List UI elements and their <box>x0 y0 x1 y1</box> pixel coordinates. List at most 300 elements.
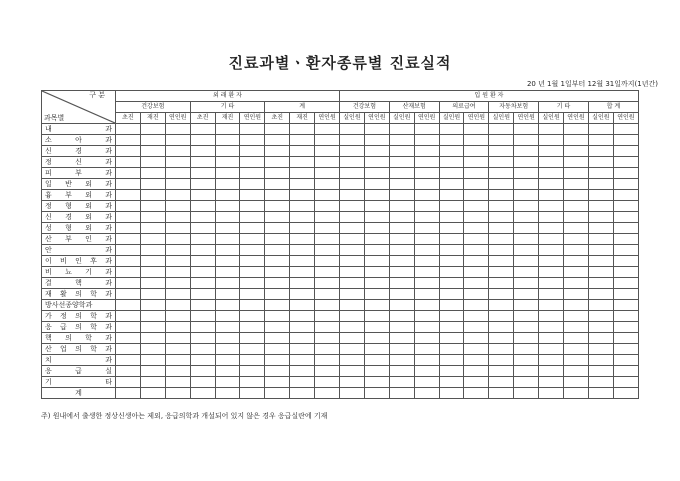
data-cell[interactable] <box>140 157 165 168</box>
data-cell[interactable] <box>439 201 464 212</box>
data-cell[interactable] <box>140 212 165 223</box>
data-cell[interactable] <box>613 146 638 157</box>
data-cell[interactable] <box>315 377 340 388</box>
data-cell[interactable] <box>290 234 315 245</box>
data-cell[interactable] <box>165 179 190 190</box>
data-cell[interactable] <box>190 168 215 179</box>
data-cell[interactable] <box>290 190 315 201</box>
data-cell[interactable] <box>340 223 365 234</box>
data-cell[interactable] <box>340 344 365 355</box>
data-cell[interactable] <box>389 146 414 157</box>
data-cell[interactable] <box>340 124 365 135</box>
data-cell[interactable] <box>240 124 265 135</box>
data-cell[interactable] <box>364 157 389 168</box>
data-cell[interactable] <box>489 146 514 157</box>
data-cell[interactable] <box>290 256 315 267</box>
data-cell[interactable] <box>190 256 215 267</box>
data-cell[interactable] <box>439 124 464 135</box>
data-cell[interactable] <box>364 190 389 201</box>
data-cell[interactable] <box>539 168 564 179</box>
data-cell[interactable] <box>265 289 290 300</box>
data-cell[interactable] <box>190 333 215 344</box>
data-cell[interactable] <box>340 267 365 278</box>
data-cell[interactable] <box>564 190 589 201</box>
data-cell[interactable] <box>464 377 489 388</box>
data-cell[interactable] <box>116 201 141 212</box>
data-cell[interactable] <box>364 333 389 344</box>
data-cell[interactable] <box>564 135 589 146</box>
data-cell[interactable] <box>290 355 315 366</box>
data-cell[interactable] <box>290 135 315 146</box>
data-cell[interactable] <box>414 311 439 322</box>
data-cell[interactable] <box>165 267 190 278</box>
data-cell[interactable] <box>364 289 389 300</box>
data-cell[interactable] <box>140 278 165 289</box>
data-cell[interactable] <box>389 168 414 179</box>
data-cell[interactable] <box>564 311 589 322</box>
data-cell[interactable] <box>116 322 141 333</box>
data-cell[interactable] <box>165 135 190 146</box>
data-cell[interactable] <box>514 124 539 135</box>
data-cell[interactable] <box>340 135 365 146</box>
data-cell[interactable] <box>290 168 315 179</box>
data-cell[interactable] <box>489 256 514 267</box>
data-cell[interactable] <box>389 201 414 212</box>
data-cell[interactable] <box>489 278 514 289</box>
data-cell[interactable] <box>389 267 414 278</box>
data-cell[interactable] <box>539 212 564 223</box>
data-cell[interactable] <box>215 278 240 289</box>
data-cell[interactable] <box>414 344 439 355</box>
data-cell[interactable] <box>539 355 564 366</box>
data-cell[interactable] <box>588 146 613 157</box>
data-cell[interactable] <box>240 388 265 399</box>
data-cell[interactable] <box>464 344 489 355</box>
data-cell[interactable] <box>613 135 638 146</box>
data-cell[interactable] <box>613 322 638 333</box>
data-cell[interactable] <box>539 267 564 278</box>
data-cell[interactable] <box>439 245 464 256</box>
data-cell[interactable] <box>240 245 265 256</box>
data-cell[interactable] <box>215 333 240 344</box>
data-cell[interactable] <box>414 388 439 399</box>
data-cell[interactable] <box>489 201 514 212</box>
data-cell[interactable] <box>364 344 389 355</box>
data-cell[interactable] <box>613 289 638 300</box>
data-cell[interactable] <box>364 201 389 212</box>
data-cell[interactable] <box>414 201 439 212</box>
data-cell[interactable] <box>539 190 564 201</box>
data-cell[interactable] <box>140 344 165 355</box>
data-cell[interactable] <box>414 377 439 388</box>
data-cell[interactable] <box>489 322 514 333</box>
data-cell[interactable] <box>140 300 165 311</box>
data-cell[interactable] <box>265 168 290 179</box>
data-cell[interactable] <box>514 322 539 333</box>
data-cell[interactable] <box>315 289 340 300</box>
data-cell[interactable] <box>290 278 315 289</box>
data-cell[interactable] <box>464 355 489 366</box>
data-cell[interactable] <box>340 333 365 344</box>
data-cell[interactable] <box>539 377 564 388</box>
data-cell[interactable] <box>514 311 539 322</box>
data-cell[interactable] <box>215 344 240 355</box>
data-cell[interactable] <box>389 223 414 234</box>
data-cell[interactable] <box>564 377 589 388</box>
data-cell[interactable] <box>140 223 165 234</box>
data-cell[interactable] <box>414 190 439 201</box>
data-cell[interactable] <box>290 146 315 157</box>
data-cell[interactable] <box>290 267 315 278</box>
data-cell[interactable] <box>364 124 389 135</box>
data-cell[interactable] <box>215 289 240 300</box>
data-cell[interactable] <box>116 223 141 234</box>
data-cell[interactable] <box>564 289 589 300</box>
data-cell[interactable] <box>364 135 389 146</box>
data-cell[interactable] <box>514 256 539 267</box>
data-cell[interactable] <box>140 377 165 388</box>
data-cell[interactable] <box>514 146 539 157</box>
data-cell[interactable] <box>414 300 439 311</box>
data-cell[interactable] <box>340 146 365 157</box>
data-cell[interactable] <box>389 333 414 344</box>
data-cell[interactable] <box>489 344 514 355</box>
data-cell[interactable] <box>414 267 439 278</box>
data-cell[interactable] <box>240 256 265 267</box>
data-cell[interactable] <box>489 333 514 344</box>
data-cell[interactable] <box>315 234 340 245</box>
data-cell[interactable] <box>514 278 539 289</box>
data-cell[interactable] <box>439 355 464 366</box>
data-cell[interactable] <box>240 212 265 223</box>
data-cell[interactable] <box>116 355 141 366</box>
data-cell[interactable] <box>364 388 389 399</box>
data-cell[interactable] <box>464 256 489 267</box>
data-cell[interactable] <box>514 366 539 377</box>
data-cell[interactable] <box>588 366 613 377</box>
data-cell[interactable] <box>140 234 165 245</box>
data-cell[interactable] <box>265 333 290 344</box>
data-cell[interactable] <box>140 168 165 179</box>
data-cell[interactable] <box>315 212 340 223</box>
data-cell[interactable] <box>414 179 439 190</box>
data-cell[interactable] <box>389 245 414 256</box>
data-cell[interactable] <box>315 322 340 333</box>
data-cell[interactable] <box>564 201 589 212</box>
data-cell[interactable] <box>265 366 290 377</box>
data-cell[interactable] <box>439 234 464 245</box>
data-cell[interactable] <box>116 245 141 256</box>
data-cell[interactable] <box>414 333 439 344</box>
data-cell[interactable] <box>340 278 365 289</box>
data-cell[interactable] <box>190 212 215 223</box>
data-cell[interactable] <box>215 124 240 135</box>
data-cell[interactable] <box>240 289 265 300</box>
data-cell[interactable] <box>116 190 141 201</box>
data-cell[interactable] <box>464 179 489 190</box>
data-cell[interactable] <box>116 289 141 300</box>
data-cell[interactable] <box>414 322 439 333</box>
data-cell[interactable] <box>464 388 489 399</box>
data-cell[interactable] <box>389 388 414 399</box>
data-cell[interactable] <box>165 300 190 311</box>
data-cell[interactable] <box>340 168 365 179</box>
data-cell[interactable] <box>240 190 265 201</box>
data-cell[interactable] <box>315 201 340 212</box>
data-cell[interactable] <box>613 124 638 135</box>
data-cell[interactable] <box>165 366 190 377</box>
data-cell[interactable] <box>464 333 489 344</box>
data-cell[interactable] <box>190 289 215 300</box>
data-cell[interactable] <box>613 366 638 377</box>
data-cell[interactable] <box>464 190 489 201</box>
data-cell[interactable] <box>190 135 215 146</box>
data-cell[interactable] <box>265 124 290 135</box>
data-cell[interactable] <box>315 388 340 399</box>
data-cell[interactable] <box>215 311 240 322</box>
data-cell[interactable] <box>116 311 141 322</box>
data-cell[interactable] <box>165 146 190 157</box>
data-cell[interactable] <box>265 201 290 212</box>
data-cell[interactable] <box>116 256 141 267</box>
data-cell[interactable] <box>613 333 638 344</box>
data-cell[interactable] <box>439 366 464 377</box>
data-cell[interactable] <box>414 212 439 223</box>
data-cell[interactable] <box>514 135 539 146</box>
data-cell[interactable] <box>290 366 315 377</box>
data-cell[interactable] <box>613 267 638 278</box>
data-cell[interactable] <box>315 168 340 179</box>
data-cell[interactable] <box>464 278 489 289</box>
data-cell[interactable] <box>140 388 165 399</box>
data-cell[interactable] <box>240 311 265 322</box>
data-cell[interactable] <box>539 311 564 322</box>
data-cell[interactable] <box>489 223 514 234</box>
data-cell[interactable] <box>613 278 638 289</box>
data-cell[interactable] <box>389 355 414 366</box>
data-cell[interactable] <box>439 333 464 344</box>
data-cell[interactable] <box>190 267 215 278</box>
data-cell[interactable] <box>564 256 589 267</box>
data-cell[interactable] <box>564 146 589 157</box>
data-cell[interactable] <box>414 135 439 146</box>
data-cell[interactable] <box>364 179 389 190</box>
data-cell[interactable] <box>340 234 365 245</box>
data-cell[interactable] <box>215 223 240 234</box>
data-cell[interactable] <box>514 388 539 399</box>
data-cell[interactable] <box>116 278 141 289</box>
data-cell[interactable] <box>240 322 265 333</box>
data-cell[interactable] <box>564 278 589 289</box>
data-cell[interactable] <box>414 289 439 300</box>
data-cell[interactable] <box>290 300 315 311</box>
data-cell[interactable] <box>613 355 638 366</box>
data-cell[interactable] <box>240 201 265 212</box>
data-cell[interactable] <box>588 234 613 245</box>
data-cell[interactable] <box>514 201 539 212</box>
data-cell[interactable] <box>588 289 613 300</box>
data-cell[interactable] <box>240 168 265 179</box>
data-cell[interactable] <box>514 289 539 300</box>
data-cell[interactable] <box>489 300 514 311</box>
data-cell[interactable] <box>240 135 265 146</box>
data-cell[interactable] <box>190 300 215 311</box>
data-cell[interactable] <box>564 179 589 190</box>
data-cell[interactable] <box>265 212 290 223</box>
data-cell[interactable] <box>464 322 489 333</box>
data-cell[interactable] <box>290 124 315 135</box>
data-cell[interactable] <box>588 333 613 344</box>
data-cell[interactable] <box>215 135 240 146</box>
data-cell[interactable] <box>489 355 514 366</box>
data-cell[interactable] <box>414 157 439 168</box>
data-cell[interactable] <box>539 234 564 245</box>
data-cell[interactable] <box>588 157 613 168</box>
data-cell[interactable] <box>489 267 514 278</box>
data-cell[interactable] <box>439 311 464 322</box>
data-cell[interactable] <box>414 234 439 245</box>
data-cell[interactable] <box>564 366 589 377</box>
data-cell[interactable] <box>539 388 564 399</box>
data-cell[interactable] <box>315 366 340 377</box>
data-cell[interactable] <box>340 212 365 223</box>
data-cell[interactable] <box>315 333 340 344</box>
data-cell[interactable] <box>290 157 315 168</box>
data-cell[interactable] <box>340 289 365 300</box>
data-cell[interactable] <box>315 124 340 135</box>
data-cell[interactable] <box>315 157 340 168</box>
data-cell[interactable] <box>116 146 141 157</box>
data-cell[interactable] <box>116 234 141 245</box>
data-cell[interactable] <box>564 234 589 245</box>
data-cell[interactable] <box>439 289 464 300</box>
data-cell[interactable] <box>489 179 514 190</box>
data-cell[interactable] <box>116 135 141 146</box>
data-cell[interactable] <box>414 245 439 256</box>
data-cell[interactable] <box>364 377 389 388</box>
data-cell[interactable] <box>464 234 489 245</box>
data-cell[interactable] <box>340 366 365 377</box>
data-cell[interactable] <box>464 212 489 223</box>
data-cell[interactable] <box>215 245 240 256</box>
data-cell[interactable] <box>564 344 589 355</box>
data-cell[interactable] <box>389 311 414 322</box>
data-cell[interactable] <box>489 124 514 135</box>
data-cell[interactable] <box>190 179 215 190</box>
data-cell[interactable] <box>514 157 539 168</box>
data-cell[interactable] <box>116 179 141 190</box>
data-cell[interactable] <box>290 388 315 399</box>
data-cell[interactable] <box>464 146 489 157</box>
data-cell[interactable] <box>489 190 514 201</box>
data-cell[interactable] <box>165 190 190 201</box>
data-cell[interactable] <box>140 201 165 212</box>
data-cell[interactable] <box>240 157 265 168</box>
data-cell[interactable] <box>588 300 613 311</box>
data-cell[interactable] <box>613 245 638 256</box>
data-cell[interactable] <box>190 190 215 201</box>
data-cell[interactable] <box>439 344 464 355</box>
data-cell[interactable] <box>116 168 141 179</box>
data-cell[interactable] <box>215 322 240 333</box>
data-cell[interactable] <box>340 179 365 190</box>
data-cell[interactable] <box>240 300 265 311</box>
data-cell[interactable] <box>116 333 141 344</box>
data-cell[interactable] <box>414 124 439 135</box>
data-cell[interactable] <box>165 278 190 289</box>
data-cell[interactable] <box>165 223 190 234</box>
data-cell[interactable] <box>364 223 389 234</box>
data-cell[interactable] <box>190 344 215 355</box>
data-cell[interactable] <box>588 135 613 146</box>
data-cell[interactable] <box>140 124 165 135</box>
data-cell[interactable] <box>340 256 365 267</box>
data-cell[interactable] <box>414 168 439 179</box>
data-cell[interactable] <box>464 300 489 311</box>
data-cell[interactable] <box>439 146 464 157</box>
data-cell[interactable] <box>514 300 539 311</box>
data-cell[interactable] <box>539 344 564 355</box>
data-cell[interactable] <box>265 311 290 322</box>
data-cell[interactable] <box>215 157 240 168</box>
data-cell[interactable] <box>165 245 190 256</box>
data-cell[interactable] <box>464 201 489 212</box>
data-cell[interactable] <box>290 212 315 223</box>
data-cell[interactable] <box>140 289 165 300</box>
data-cell[interactable] <box>240 179 265 190</box>
data-cell[interactable] <box>414 278 439 289</box>
data-cell[interactable] <box>514 333 539 344</box>
data-cell[interactable] <box>165 377 190 388</box>
data-cell[interactable] <box>240 377 265 388</box>
data-cell[interactable] <box>215 234 240 245</box>
data-cell[interactable] <box>439 388 464 399</box>
data-cell[interactable] <box>265 355 290 366</box>
data-cell[interactable] <box>389 157 414 168</box>
data-cell[interactable] <box>613 223 638 234</box>
data-cell[interactable] <box>613 344 638 355</box>
data-cell[interactable] <box>190 234 215 245</box>
data-cell[interactable] <box>265 190 290 201</box>
data-cell[interactable] <box>140 135 165 146</box>
data-cell[interactable] <box>265 344 290 355</box>
data-cell[interactable] <box>439 157 464 168</box>
data-cell[interactable] <box>364 212 389 223</box>
data-cell[interactable] <box>165 333 190 344</box>
data-cell[interactable] <box>564 157 589 168</box>
data-cell[interactable] <box>514 234 539 245</box>
data-cell[interactable] <box>489 388 514 399</box>
data-cell[interactable] <box>215 256 240 267</box>
data-cell[interactable] <box>190 245 215 256</box>
data-cell[interactable] <box>464 223 489 234</box>
data-cell[interactable] <box>140 333 165 344</box>
data-cell[interactable] <box>215 388 240 399</box>
data-cell[interactable] <box>564 212 589 223</box>
data-cell[interactable] <box>265 278 290 289</box>
data-cell[interactable] <box>340 377 365 388</box>
data-cell[interactable] <box>389 234 414 245</box>
data-cell[interactable] <box>265 234 290 245</box>
data-cell[interactable] <box>315 311 340 322</box>
data-cell[interactable] <box>539 157 564 168</box>
data-cell[interactable] <box>315 278 340 289</box>
data-cell[interactable] <box>539 278 564 289</box>
data-cell[interactable] <box>613 311 638 322</box>
data-cell[interactable] <box>290 223 315 234</box>
data-cell[interactable] <box>290 322 315 333</box>
data-cell[interactable] <box>613 388 638 399</box>
